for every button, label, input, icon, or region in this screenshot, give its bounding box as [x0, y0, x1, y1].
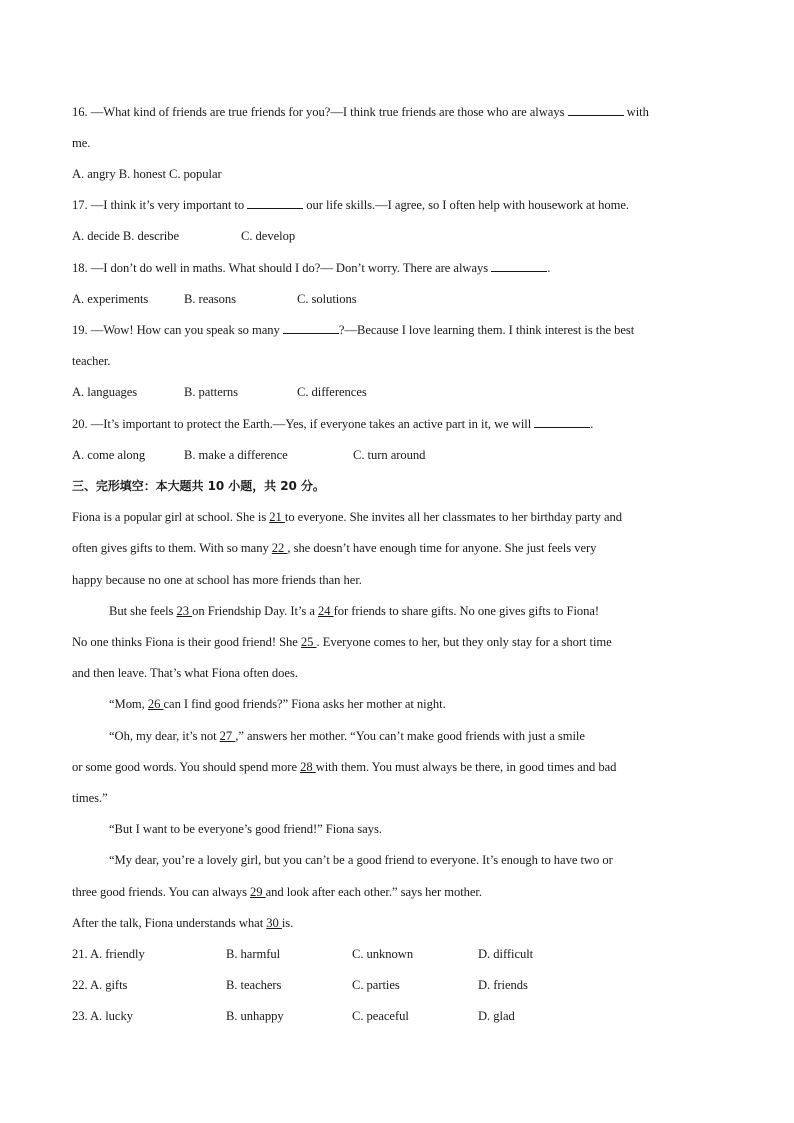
- answer-option-d: D. difficult: [478, 947, 534, 961]
- q20-option-c: C. turn around: [353, 448, 426, 462]
- passage-text: After the talk, Fiona understands what: [72, 916, 267, 930]
- q19-stem-text: 19. —Wow! How can you speak so many: [72, 323, 283, 337]
- section-heading: 三、完形填空：本大题共 10 小题，共 20 分。: [72, 479, 325, 493]
- passage-text: three good friends. You can always: [72, 885, 251, 899]
- cloze-blank-24: 24: [318, 604, 334, 618]
- q16-answer-blank: [568, 104, 624, 116]
- q19-stem-end: ?—Because I love learning them. I think interest is the best: [338, 323, 635, 337]
- cloze-blank-26: 26: [147, 697, 164, 711]
- cloze-blank-29: 29: [250, 885, 266, 899]
- q20-option-a: A. come along: [72, 448, 146, 462]
- passage-line: [72, 759, 616, 775]
- passage-text: “Mom,: [109, 697, 148, 711]
- answer-option-a: 22. A. gifts: [72, 978, 128, 992]
- q16-stem-text: 16. —What kind of friends are true friends for you?—I think true friends are those who are always: [72, 105, 568, 119]
- q17-answer-blank: [247, 197, 303, 209]
- answer-option-c: C. parties: [352, 978, 400, 992]
- q19-stem: [72, 322, 634, 338]
- q18-option-a: A. experiments: [72, 292, 149, 306]
- answer-option-a: 23. A. lucky: [72, 1009, 133, 1023]
- q18-stem-end: .: [547, 261, 551, 275]
- passage-text: , she doesn’t have enough time for anyone. She just feels very: [287, 541, 597, 555]
- q16-stem-end: with: [623, 105, 649, 119]
- q19-option-b: B. patterns: [184, 385, 239, 399]
- answer-option-c: C. unknown: [352, 947, 414, 961]
- passage-text: ,” answers her mother. “You can’t make good friends with just a smile: [235, 729, 585, 743]
- q17-option-ab: A. decide B. describe: [72, 229, 180, 243]
- q18-option-b: B. reasons: [184, 292, 236, 306]
- passage-text: Fiona is a popular girl at school. She is: [72, 510, 270, 524]
- q16-options: A. angry B. honest C. popular: [72, 167, 222, 181]
- passage-line: “But I want to be everyone’s good friend!” Fiona says.: [109, 822, 382, 836]
- passage-text: . Everyone comes to her, but they only stay for a short time: [316, 635, 612, 649]
- passage-text: No one thinks Fiona is their good friend! She: [72, 635, 301, 649]
- q17-stem-end: our life skills.—I agree, so I often help with housework at home.: [303, 198, 630, 212]
- q17-option-c: C. develop: [241, 229, 296, 243]
- q19-option-c: C. differences: [297, 385, 367, 399]
- passage-text: with them. You must always be there, in good times and bad: [315, 760, 617, 774]
- passage-text: for friends to share gifts. No one gives gifts to Fiona!: [333, 604, 600, 618]
- passage-line: [72, 915, 293, 931]
- passage-line: [109, 728, 585, 744]
- answer-option-c: C. peaceful: [352, 1009, 409, 1023]
- passage-line: [72, 634, 612, 650]
- q17-stem: [72, 197, 629, 213]
- cloze-blank-30: 30: [266, 916, 282, 930]
- passage-line: [109, 603, 599, 619]
- passage-line: [72, 509, 622, 525]
- q20-answer-blank: [534, 416, 590, 428]
- passage-line: “My dear, you’re a lovely girl, but you can’t be a good friend to everyone. It’s enough to have two or: [109, 853, 613, 867]
- passage-text: to everyone. She invites all her classmates to her birthday party and: [284, 510, 623, 524]
- passage-line: happy because no one at school has more friends than her.: [72, 573, 362, 587]
- passage-line: and then leave. That’s what Fiona often does.: [72, 666, 298, 680]
- answer-option-b: B. unhappy: [226, 1009, 284, 1023]
- passage-line: [72, 884, 482, 900]
- q19-answer-blank: [283, 322, 339, 334]
- q20-stem-text: 20. —It’s important to protect the Earth.—Yes, if everyone takes an active part in it, we will: [72, 417, 535, 431]
- passage-line: [109, 696, 446, 712]
- passage-text: on Friendship Day. It’s a: [192, 604, 319, 618]
- passage-text: “Oh, my dear, it’s not: [109, 729, 220, 743]
- q20-stem-end: .: [590, 417, 594, 431]
- passage-text: is.: [281, 916, 294, 930]
- passage-text: But she feels: [109, 604, 177, 618]
- q20-option-b: B. make a difference: [184, 448, 288, 462]
- cloze-blank-22: 22: [271, 541, 288, 555]
- q20-stem: [72, 416, 593, 432]
- answer-option-b: B. harmful: [226, 947, 281, 961]
- q17-stem-text: 17. —I think it’s very important to: [72, 198, 248, 212]
- passage-text: or some good words. You should spend more: [72, 760, 301, 774]
- passage-line: times.”: [72, 791, 108, 805]
- cloze-blank-25: 25: [300, 635, 317, 649]
- cloze-blank-27: 27: [219, 729, 236, 743]
- q18-answer-blank: [491, 260, 547, 272]
- q19-option-a: A. languages: [72, 385, 138, 399]
- cloze-blank-23: 23: [176, 604, 193, 618]
- answer-option-d: D. glad: [478, 1009, 515, 1023]
- q19-stem-cont: teacher.: [72, 354, 111, 368]
- answer-option-a: 21. A. friendly: [72, 947, 145, 961]
- answer-option-d: D. friends: [478, 978, 528, 992]
- cloze-blank-21: 21: [269, 510, 285, 524]
- q18-option-c: C. solutions: [297, 292, 357, 306]
- passage-text: can I find good friends?” Fiona asks her mother at night.: [163, 697, 446, 711]
- q16-stem: [72, 104, 649, 120]
- answer-option-b: B. teachers: [226, 978, 282, 992]
- cloze-blank-28: 28: [300, 760, 316, 774]
- q16-stem-cont: me.: [72, 136, 91, 150]
- passage-text: and look after each other.” says her mother.: [265, 885, 482, 899]
- q18-stem-text: 18. —I don’t do well in maths. What should I do?— Don’t worry. There are always: [72, 261, 492, 275]
- passage-line: [72, 540, 596, 556]
- passage-text: often gives gifts to them. With so many: [72, 541, 272, 555]
- q18-stem: [72, 260, 550, 276]
